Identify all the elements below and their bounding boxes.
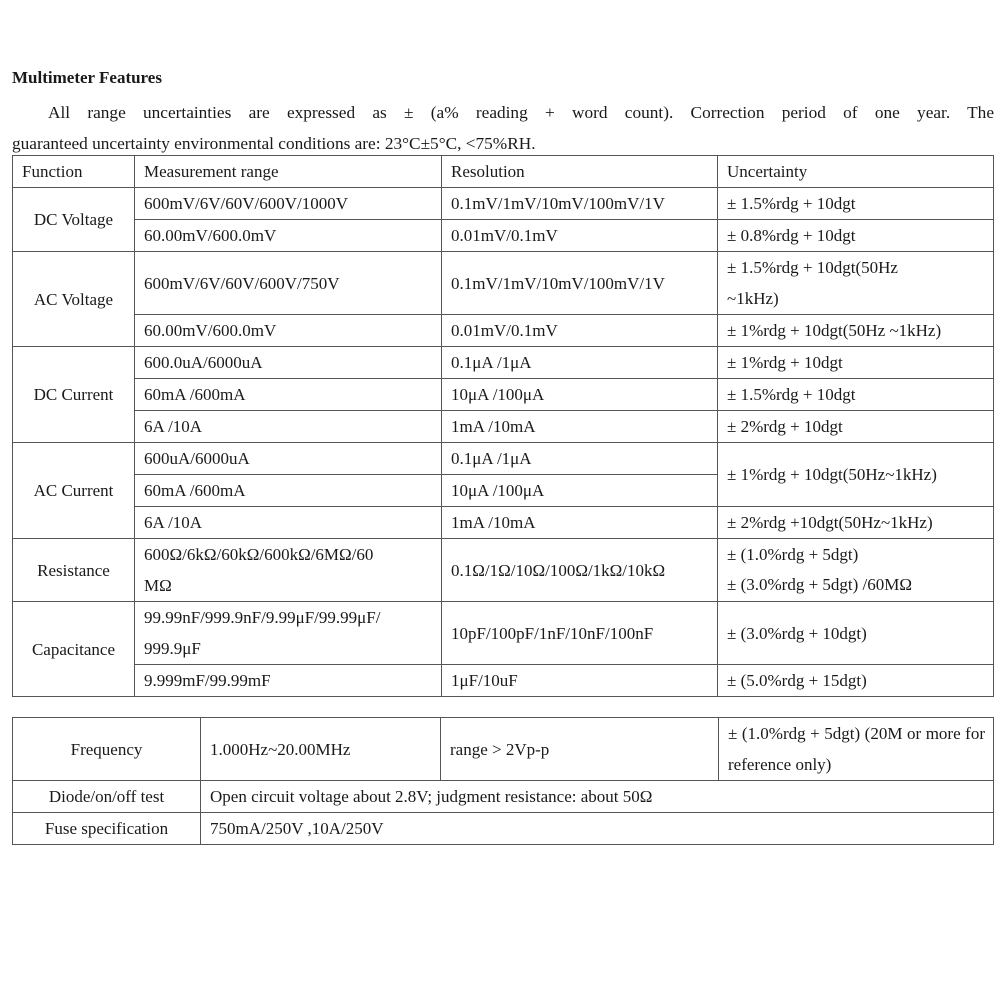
table-row bbox=[13, 220, 994, 252]
function-ac-voltage: AC Voltage bbox=[13, 252, 135, 347]
table-row bbox=[13, 379, 994, 411]
resolution-cell: 0.01mV/0.1mV bbox=[442, 315, 718, 347]
resolution-cell: 10μA /100μA bbox=[442, 379, 718, 411]
resolution-cell: 0.1μA /1μA bbox=[442, 347, 718, 379]
range-cell: 9.999mF/99.99mF bbox=[135, 665, 442, 697]
range-cell: 6A /10A bbox=[135, 411, 442, 443]
resolution-cell: 1μF/10uF bbox=[442, 665, 718, 697]
resolution-cell: 10μA /100μA bbox=[442, 475, 718, 507]
uncertainty-cell: ± 1%rdg + 10dgt(50Hz~1kHz) bbox=[718, 443, 994, 507]
table-row bbox=[13, 252, 994, 315]
table-row-diode bbox=[13, 781, 994, 813]
table-row bbox=[13, 347, 994, 379]
resolution-cell: 0.1mV/1mV/10mV/100mV/1V bbox=[442, 188, 718, 220]
resolution-cell: 1mA /10mA bbox=[442, 411, 718, 443]
table-row bbox=[13, 602, 994, 665]
range-cell: 60.00mV/600.0mV bbox=[135, 220, 442, 252]
function-fuse-spec: Fuse specification bbox=[13, 813, 201, 845]
table-row bbox=[13, 665, 994, 697]
function-ac-current: AC Current bbox=[13, 443, 135, 539]
range-cell: 600mV/6V/60V/600V/750V bbox=[135, 252, 442, 315]
function-diode-test: Diode/on/off test bbox=[13, 781, 201, 813]
function-dc-voltage: DC Voltage bbox=[13, 188, 135, 252]
uncertainty-cell: ± 2%rdg + 10dgt bbox=[718, 411, 994, 443]
header-uncertainty: Uncertainty bbox=[718, 156, 994, 188]
table-row bbox=[13, 507, 994, 539]
range-cell: 6A /10A bbox=[135, 507, 442, 539]
header-function: Function bbox=[13, 156, 135, 188]
table-row bbox=[13, 315, 994, 347]
range-cell: 60mA /600mA bbox=[135, 379, 442, 411]
uncertainty-cell: ± 1%rdg + 10dgt bbox=[718, 347, 994, 379]
function-dc-current: DC Current bbox=[13, 347, 135, 443]
uncertainty-cell: ± 1.5%rdg + 10dgt bbox=[718, 379, 994, 411]
table-row-frequency bbox=[13, 718, 994, 781]
uncertainty-cell: ± 1%rdg + 10dgt(50Hz ~1kHz) bbox=[718, 315, 994, 347]
header-measurement-range: Measurement range bbox=[135, 156, 442, 188]
frequency-condition: range > 2Vp-p bbox=[441, 718, 719, 781]
uncertainty-cell: ± (1.0%rdg + 5dgt) ± (3.0%rdg + 5dgt) /60MΩ bbox=[718, 539, 994, 602]
spec-table bbox=[12, 155, 994, 697]
frequency-uncertainty: ± (1.0%rdg + 5dgt) (20M or more for reference only) bbox=[719, 718, 994, 781]
extra-spec-table bbox=[12, 717, 994, 845]
range-cell: 600mV/6V/60V/600V/1000V bbox=[135, 188, 442, 220]
resolution-cell: 1mA /10mA bbox=[442, 507, 718, 539]
uncertainty-cell: ± (3.0%rdg + 10dgt) bbox=[718, 602, 994, 665]
range-cell: 600uA/6000uA bbox=[135, 443, 442, 475]
frequency-range: 1.000Hz~20.00MHz bbox=[201, 718, 441, 781]
resolution-cell: 0.01mV/0.1mV bbox=[442, 220, 718, 252]
function-capacitance: Capacitance bbox=[13, 602, 135, 697]
resolution-cell: 0.1Ω/1Ω/10Ω/100Ω/1kΩ/10kΩ bbox=[442, 539, 718, 602]
range-cell: 60.00mV/600.0mV bbox=[135, 315, 442, 347]
range-cell: 600Ω/6kΩ/60kΩ/600kΩ/6MΩ/60 MΩ bbox=[135, 539, 442, 602]
resolution-cell: 0.1mV/1mV/10mV/100mV/1V bbox=[442, 252, 718, 315]
uncertainty-cell: ± 2%rdg +10dgt(50Hz~1kHz) bbox=[718, 507, 994, 539]
intro-line-1: All range uncertainties are expressed as ± (a% reading + word count). Correction period of one year. The bbox=[48, 103, 994, 122]
resolution-cell: 0.1μA /1μA bbox=[442, 443, 718, 475]
intro-line-2: guaranteed uncertainty environmental conditions are: 23°C±5°C, <75%RH. bbox=[12, 134, 536, 153]
table-header-row bbox=[13, 156, 994, 188]
fuse-spec-value: 750mA/250V ,10A/250V bbox=[201, 813, 994, 845]
uncertainty-cell: ± 0.8%rdg + 10dgt bbox=[718, 220, 994, 252]
intro-paragraph bbox=[12, 97, 994, 159]
table-row-fuse bbox=[13, 813, 994, 845]
range-cell: 60mA /600mA bbox=[135, 475, 442, 507]
table-row bbox=[13, 443, 994, 475]
diode-test-value: Open circuit voltage about 2.8V; judgment resistance: about 50Ω bbox=[201, 781, 994, 813]
range-cell: 99.99nF/999.9nF/9.99μF/99.99μF/ 999.9μF bbox=[135, 602, 442, 665]
page-title: Multimeter Features bbox=[12, 68, 162, 87]
resolution-cell: 10pF/100pF/1nF/10nF/100nF bbox=[442, 602, 718, 665]
table-row bbox=[13, 411, 994, 443]
uncertainty-cell: ± (5.0%rdg + 15dgt) bbox=[718, 665, 994, 697]
table-row bbox=[13, 188, 994, 220]
header-resolution: Resolution bbox=[442, 156, 718, 188]
uncertainty-cell: ± 1.5%rdg + 10dgt bbox=[718, 188, 994, 220]
function-frequency: Frequency bbox=[13, 718, 201, 781]
table-row bbox=[13, 539, 994, 602]
range-cell: 600.0uA/6000uA bbox=[135, 347, 442, 379]
function-resistance: Resistance bbox=[13, 539, 135, 602]
uncertainty-cell: ± 1.5%rdg + 10dgt(50Hz ~1kHz) bbox=[718, 252, 994, 315]
